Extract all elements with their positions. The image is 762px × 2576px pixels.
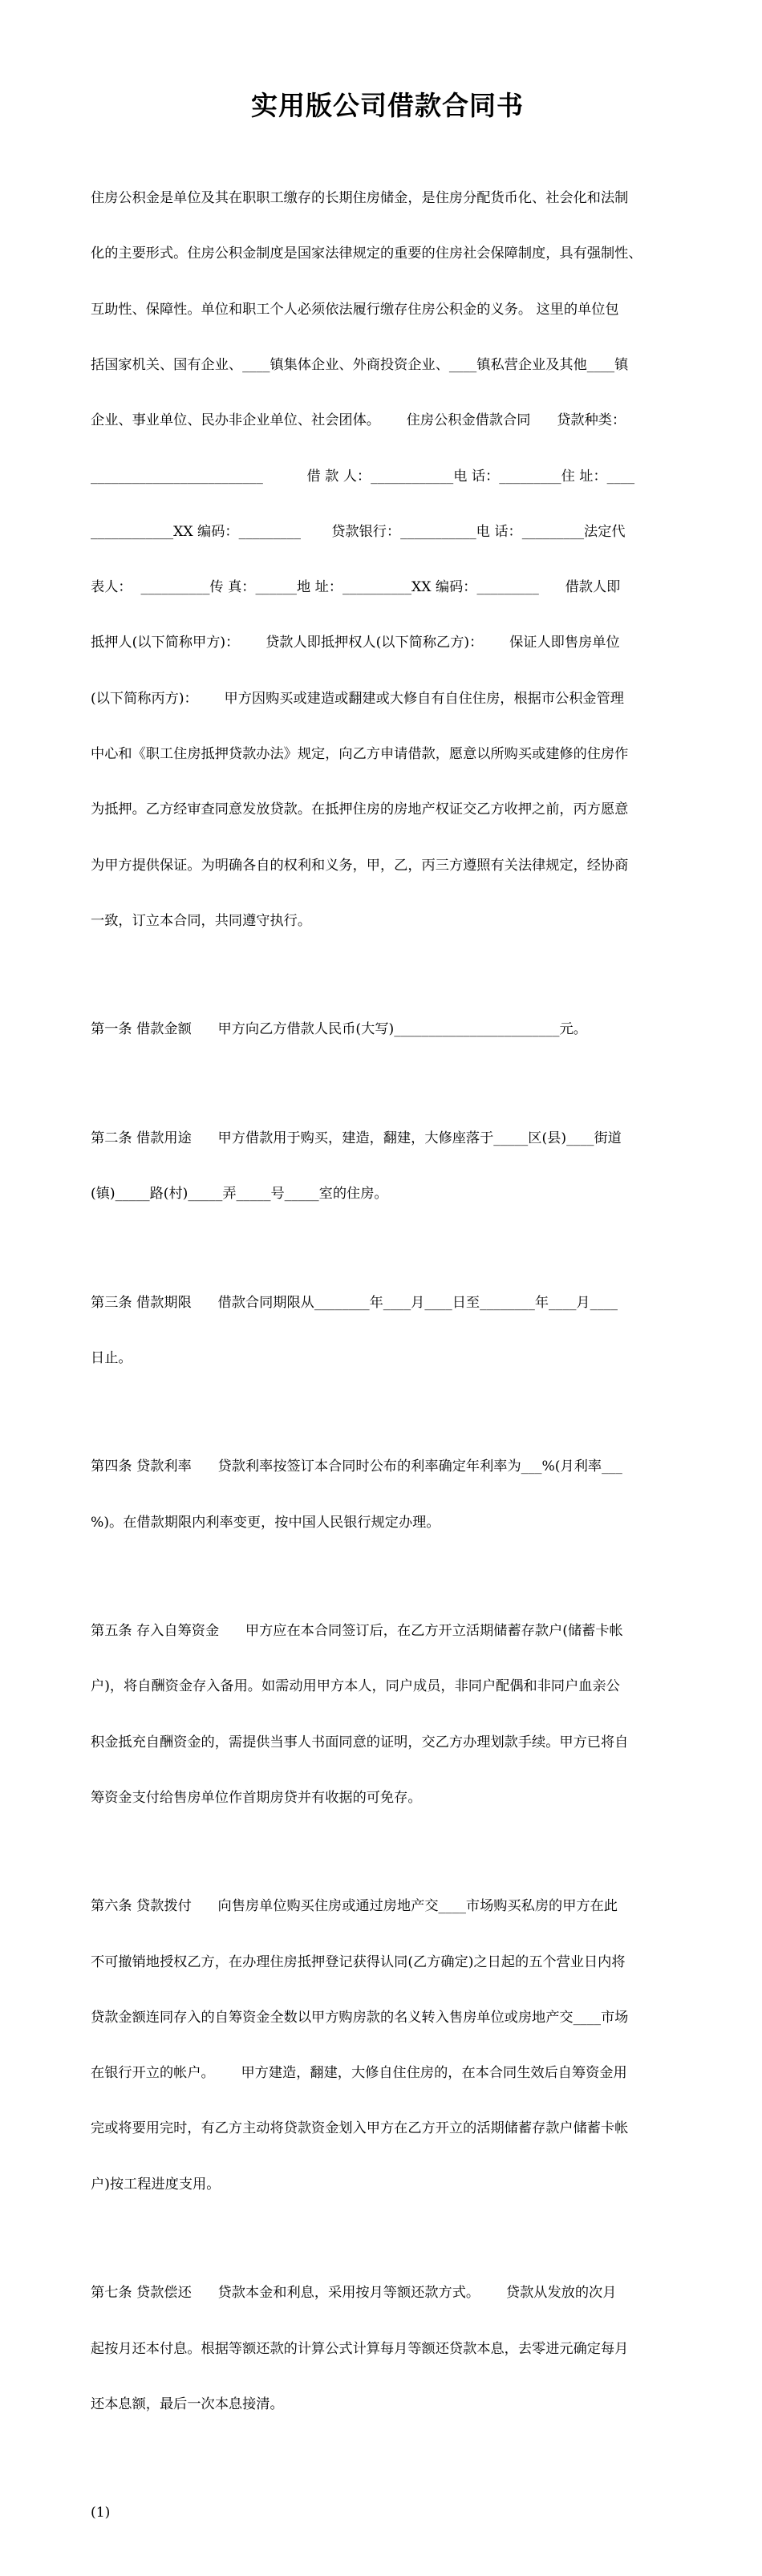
- article-1-loan-amount: [91, 984, 684, 1076]
- article-7-repayment: [91, 2247, 684, 2451]
- article-2-loan-purpose: [91, 1093, 684, 1241]
- text-line: 还本息额，最后一次本息接清。: [91, 2395, 284, 2412]
- text-line: 积金抵充自酬资金的，需提供当事人书面同意的证明，交乙方办理划款手续。甲方已将自: [91, 1734, 629, 1750]
- article-4-interest-rate: [91, 1421, 684, 1569]
- text-line: 不可撤销地授权乙方，在办理住房抵押登记获得认同(乙方确定)之日起的五个营业日内将: [91, 1953, 626, 1970]
- document-title: 实用版公司借款合同书: [251, 90, 524, 121]
- text-line: 第六条 贷款拨付 向售房单位购买住房或通过房地产交____市场购买私房的甲方在此: [91, 1898, 618, 1915]
- document-page: [91, 87, 684, 2576]
- text-line: 一致，订立本合同，共同遵守执行。: [91, 912, 312, 929]
- text-line: _________________________ 借 款 人：____________电 话：_________住 址：____: [91, 468, 635, 485]
- text-line: 贷款金额连同存入的自筹资金全数以甲方购房款的名义转入售房单位或房地产交____市场: [91, 2009, 629, 2026]
- intro-paragraph: [91, 152, 684, 968]
- text-line: 完或将要用完时，有乙方主动将贷款资金划入甲方在乙方开立的活期储蓄存款户储蓄卡帐: [91, 2120, 629, 2137]
- text-line: 第二条 借款用途 甲方借款用于购买，建造，翻建，大修座落于_____区(县)____街道: [91, 1130, 622, 1146]
- text-line: 在银行开立的帐户。 甲方建造，翻建，大修自住住房的，在本合同生效后自筹资金用: [91, 2065, 627, 2082]
- text-line: 户)按工程进度支用。: [91, 2176, 221, 2193]
- text-line: (以下简称丙方)： 甲方因购买或建造或翻建或大修自有自住住房，根据市公积金管理: [91, 690, 624, 707]
- text-line: 为甲方提供保证。为明确各自的权利和义务，甲，乙，丙三方遵照有关法律规定，经协商: [91, 857, 629, 874]
- text-line: 第四条 贷款利率 贷款利率按签订本合同时公布的利率确定年利率为___%(月利率___: [91, 1458, 622, 1475]
- article-3-loan-term: [91, 1256, 684, 1405]
- text-line: 企业、事业单位、民办非企业单位、社会团体。 住房公积金借款合同 贷款种类：: [91, 412, 626, 429]
- text-line: (镇)_____路(村)_____弄_____号_____室的住房。: [91, 1186, 388, 1203]
- text-line: 括国家机关、国有企业、____镇集体企业、外商投资企业、____镇私营企业及其他____镇: [91, 357, 629, 374]
- text-line: ____________XX 编码：_________ 贷款银行：___________电 话：_________法定代: [91, 523, 626, 540]
- text-line: 第五条 存入自筹资金 甲方应在本合同签订后，在乙方开立活期储蓄存款户(储蓄卡帐: [91, 1623, 623, 1640]
- text-line: 起按月还本付息。根据等额还款的计算公式计算每月等额还贷款本息，去零进元确定每月: [91, 2340, 629, 2357]
- text-line: %)。在借款期限内利率变更，按中国人民银行规定办理。: [91, 1514, 440, 1531]
- text-line: 第一条 借款金额 甲方向乙方借款人民币(大写)________________________元。: [91, 1021, 587, 1038]
- article-6-disbursement: [91, 1860, 684, 2231]
- text-line: 中心和《职工住房抵押贷款办法》规定，向乙方申请借款，愿意以所购买或建修的住房作: [91, 746, 629, 762]
- text-line: 表人： __________传 真：______地 址：__________XX 编码：_________ 借款人即: [91, 579, 621, 596]
- text-line: 抵押人(以下简称甲方)： 贷款人即抵押权人(以下简称乙方)： 保证人即售房单位: [91, 635, 620, 651]
- footer-list-item: [91, 2467, 684, 2559]
- text-line: 第七条 贷款偿还 贷款本金和利息，采用按月等额还款方式。 贷款从发放的次月: [91, 2285, 617, 2302]
- text-line: 户)，将自酬资金存入备用。如需动用甲方本人，同户成员，非同户配偶和非同户血亲公: [91, 1678, 620, 1695]
- article-5-self-funds: [91, 1585, 684, 1844]
- text-line: 住房公积金是单位及其在职职工缴存的长期住房储金，是住房分配货币化、社会化和法制: [91, 190, 629, 207]
- text-line: 筹资金支付给售房单位作首期房贷并有收据的可免存。: [91, 1789, 422, 1806]
- text-line: 互助性、保障性。单位和职工个人必须依法履行缴存住房公积金的义务。 这里的单位包: [91, 301, 619, 318]
- text-line: 为抵押。乙方经审查同意发放贷款。在抵押住房的房地产权证交乙方收押之前，丙方愿意: [91, 801, 629, 818]
- text-line: 化的主要形式。住房公积金制度是国家法律规定的重要的住房社会保障制度，具有强制性、: [91, 245, 642, 262]
- text-line: (1): [91, 2505, 111, 2521]
- text-line: 第三条 借款期限 借款合同期限从________年____月____日至________年____月____: [91, 1294, 618, 1311]
- text-line: 日止。: [91, 1349, 132, 1366]
